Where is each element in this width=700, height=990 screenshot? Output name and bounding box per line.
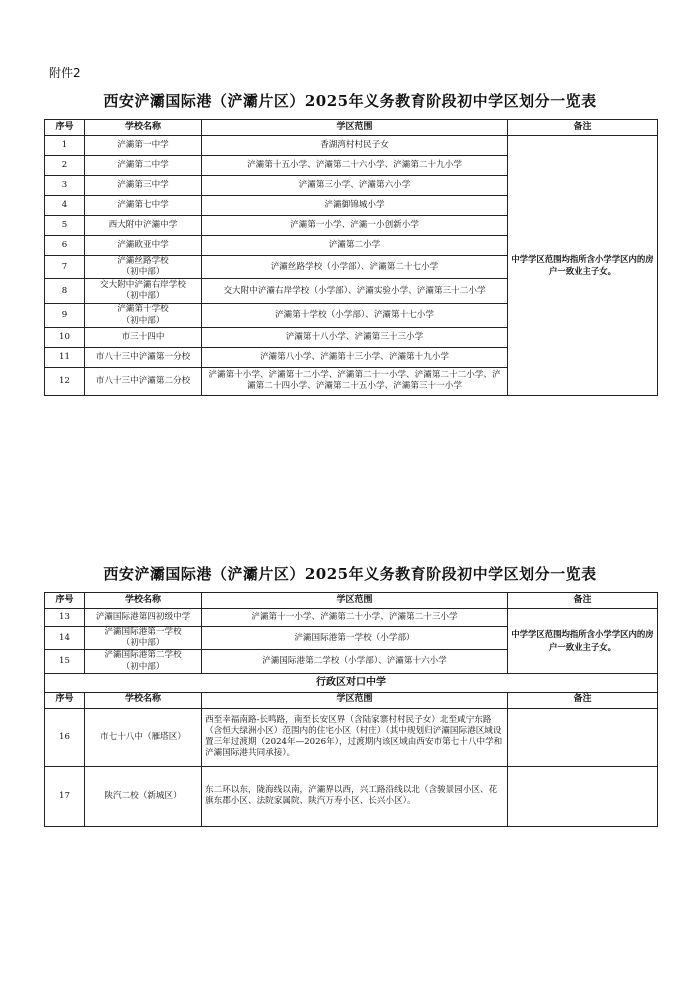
page-title: 西安浐灞国际港（浐灞片区）2025年义务教育阶段初中学区划分一览表 — [103, 92, 597, 110]
school-name: 浐灞欧亚中学 — [85, 236, 202, 256]
school-name: 浐灞第七中学 — [85, 196, 202, 216]
row-number: 5 — [45, 216, 85, 236]
school-name: 陕汽二校（新城区） — [85, 766, 202, 826]
row-number: 4 — [45, 196, 85, 216]
row-number: 8 — [45, 279, 85, 304]
school-name: 浐灞第三中学 — [85, 176, 202, 196]
district-range: 浐灞国际港第一学校（小学部） — [202, 627, 508, 650]
school-name: 西大附中浐灞中学 — [85, 216, 202, 236]
header-school: 学校名称 — [85, 692, 202, 708]
row-number: 15 — [45, 650, 85, 673]
row-number: 16 — [45, 708, 85, 766]
school-district-table-1 — [44, 119, 658, 396]
district-range: 浐灞国际港第二学校（小学部）、浐灞第十六小学 — [202, 650, 508, 673]
school-name: 浐灞第一中学 — [85, 136, 202, 156]
row-number: 3 — [45, 176, 85, 196]
row-number: 13 — [45, 609, 85, 627]
district-range: 浐灞丝路学校（小学部）、浐灞第二十七小学 — [202, 256, 508, 279]
header-school: 学校名称 — [85, 120, 202, 136]
table-row — [45, 708, 658, 766]
row-number: 12 — [45, 367, 85, 395]
row-number: 1 — [45, 136, 85, 156]
header-range: 学区范围 — [202, 692, 508, 708]
section-title: 行政区对口中学 — [45, 673, 658, 692]
table-header-row — [45, 120, 658, 136]
district-range: 浐灞第十五小学、浐灞第二十六小学、浐灞第二十九小学 — [202, 156, 508, 176]
header-no: 序号 — [45, 692, 85, 708]
table-row — [45, 766, 658, 826]
district-range: 浐灞第八小学、浐灞第十三小学、浐灞第十九小学 — [202, 347, 508, 367]
header-school: 学校名称 — [85, 593, 202, 609]
district-range: 交大附中浐灞右岸学校（小学部）、浐灞实验小学、浐灞第三十二小学 — [202, 279, 508, 304]
school-name: 市七十八中（雁塔区） — [85, 708, 202, 766]
district-range: 浐灞第三小学、浐灞第六小学 — [202, 176, 508, 196]
school-name: 浐灞第十学校 （初中部） — [85, 304, 202, 327]
row-number: 6 — [45, 236, 85, 256]
note-cell — [508, 708, 658, 766]
table-row — [45, 609, 658, 627]
row-number: 9 — [45, 304, 85, 327]
district-range: 浐灞第一小学、浐灞一小创新小学 — [202, 216, 508, 236]
district-range: 浐灞第十学校（小学部）、浐灞第十七小学 — [202, 304, 508, 327]
table-header-row — [45, 593, 658, 609]
district-range: 浐灞第十一小学、浐灞第二十小学、浐灞第二十三小学 — [202, 609, 508, 627]
header-note: 备注 — [508, 593, 658, 609]
header-note: 备注 — [508, 692, 658, 708]
school-district-table-2 — [44, 592, 658, 827]
school-name: 市三十四中 — [85, 327, 202, 347]
district-range: 西至幸福南路-长鸣路，南至长安区界（含陆家寨村村民子女）北至咸宁东路（含恒大绿洲小区）范围内的住宅小区（村庄）（其中规划归浐灞国际港区域设置三年过渡期（2024年—2026年），过渡期内该区域由西安市第七十八中学和浐灞国际港共同承接）。 — [202, 708, 508, 766]
district-range: 浐灞第二小学 — [202, 236, 508, 256]
school-name: 浐灞第二中学 — [85, 156, 202, 176]
school-name: 市八十三中浐灞第一分校 — [85, 347, 202, 367]
note-cell: 中学学区范围均指所含小学学区内的房户一致业主子女。 — [508, 609, 658, 674]
attachment-label: 附件2 — [49, 66, 81, 80]
header-no: 序号 — [45, 593, 85, 609]
district-range: 浐灞第十八小学、浐灞第三十三小学 — [202, 327, 508, 347]
row-number: 2 — [45, 156, 85, 176]
district-range: 浐灞御锦城小学 — [202, 196, 508, 216]
district-range: 香湖湾村村民子女 — [202, 136, 508, 156]
school-name: 浐灞国际港第四初级中学 — [85, 609, 202, 627]
school-name: 交大附中浐灞右岸学校 （初中部） — [85, 279, 202, 304]
table-row — [45, 136, 658, 156]
district-range: 东二环以东，陇海线以南，浐灞界以西，兴工路沿线以北（含骏景园小区、花旗东郡小区、法院家属院、陕汽万寿小区、长兴小区）。 — [202, 766, 508, 826]
row-number: 11 — [45, 347, 85, 367]
district-range: 浐灞第十小学、浐灞第十二小学、浐灞第二十一小学、浐灞第二十二小学、浐灞第二十四小学、浐灞第二十五小学、浐灞第三十一小学 — [202, 367, 508, 395]
header-note: 备注 — [508, 120, 658, 136]
row-number: 10 — [45, 327, 85, 347]
row-number: 14 — [45, 627, 85, 650]
section-header-row — [45, 673, 658, 692]
table-header-row — [45, 692, 658, 708]
school-name: 市八十三中浐灞第二分校 — [85, 367, 202, 395]
note-cell: 中学学区范围均指所含小学学区内的房户一致业主子女。 — [508, 136, 658, 396]
row-number: 17 — [45, 766, 85, 826]
school-name: 浐灞国际港第二学校 （初中部） — [85, 650, 202, 673]
school-name: 浐灞国际港第一学校 （初中部） — [85, 627, 202, 650]
school-name: 浐灞丝路学校 （初中部） — [85, 256, 202, 279]
header-no: 序号 — [45, 120, 85, 136]
header-range: 学区范围 — [202, 593, 508, 609]
note-cell — [508, 766, 658, 826]
header-range: 学区范围 — [202, 120, 508, 136]
page-title-2: 西安浐灞国际港（浐灞片区）2025年义务教育阶段初中学区划分一览表 — [103, 565, 597, 583]
row-number: 7 — [45, 256, 85, 279]
